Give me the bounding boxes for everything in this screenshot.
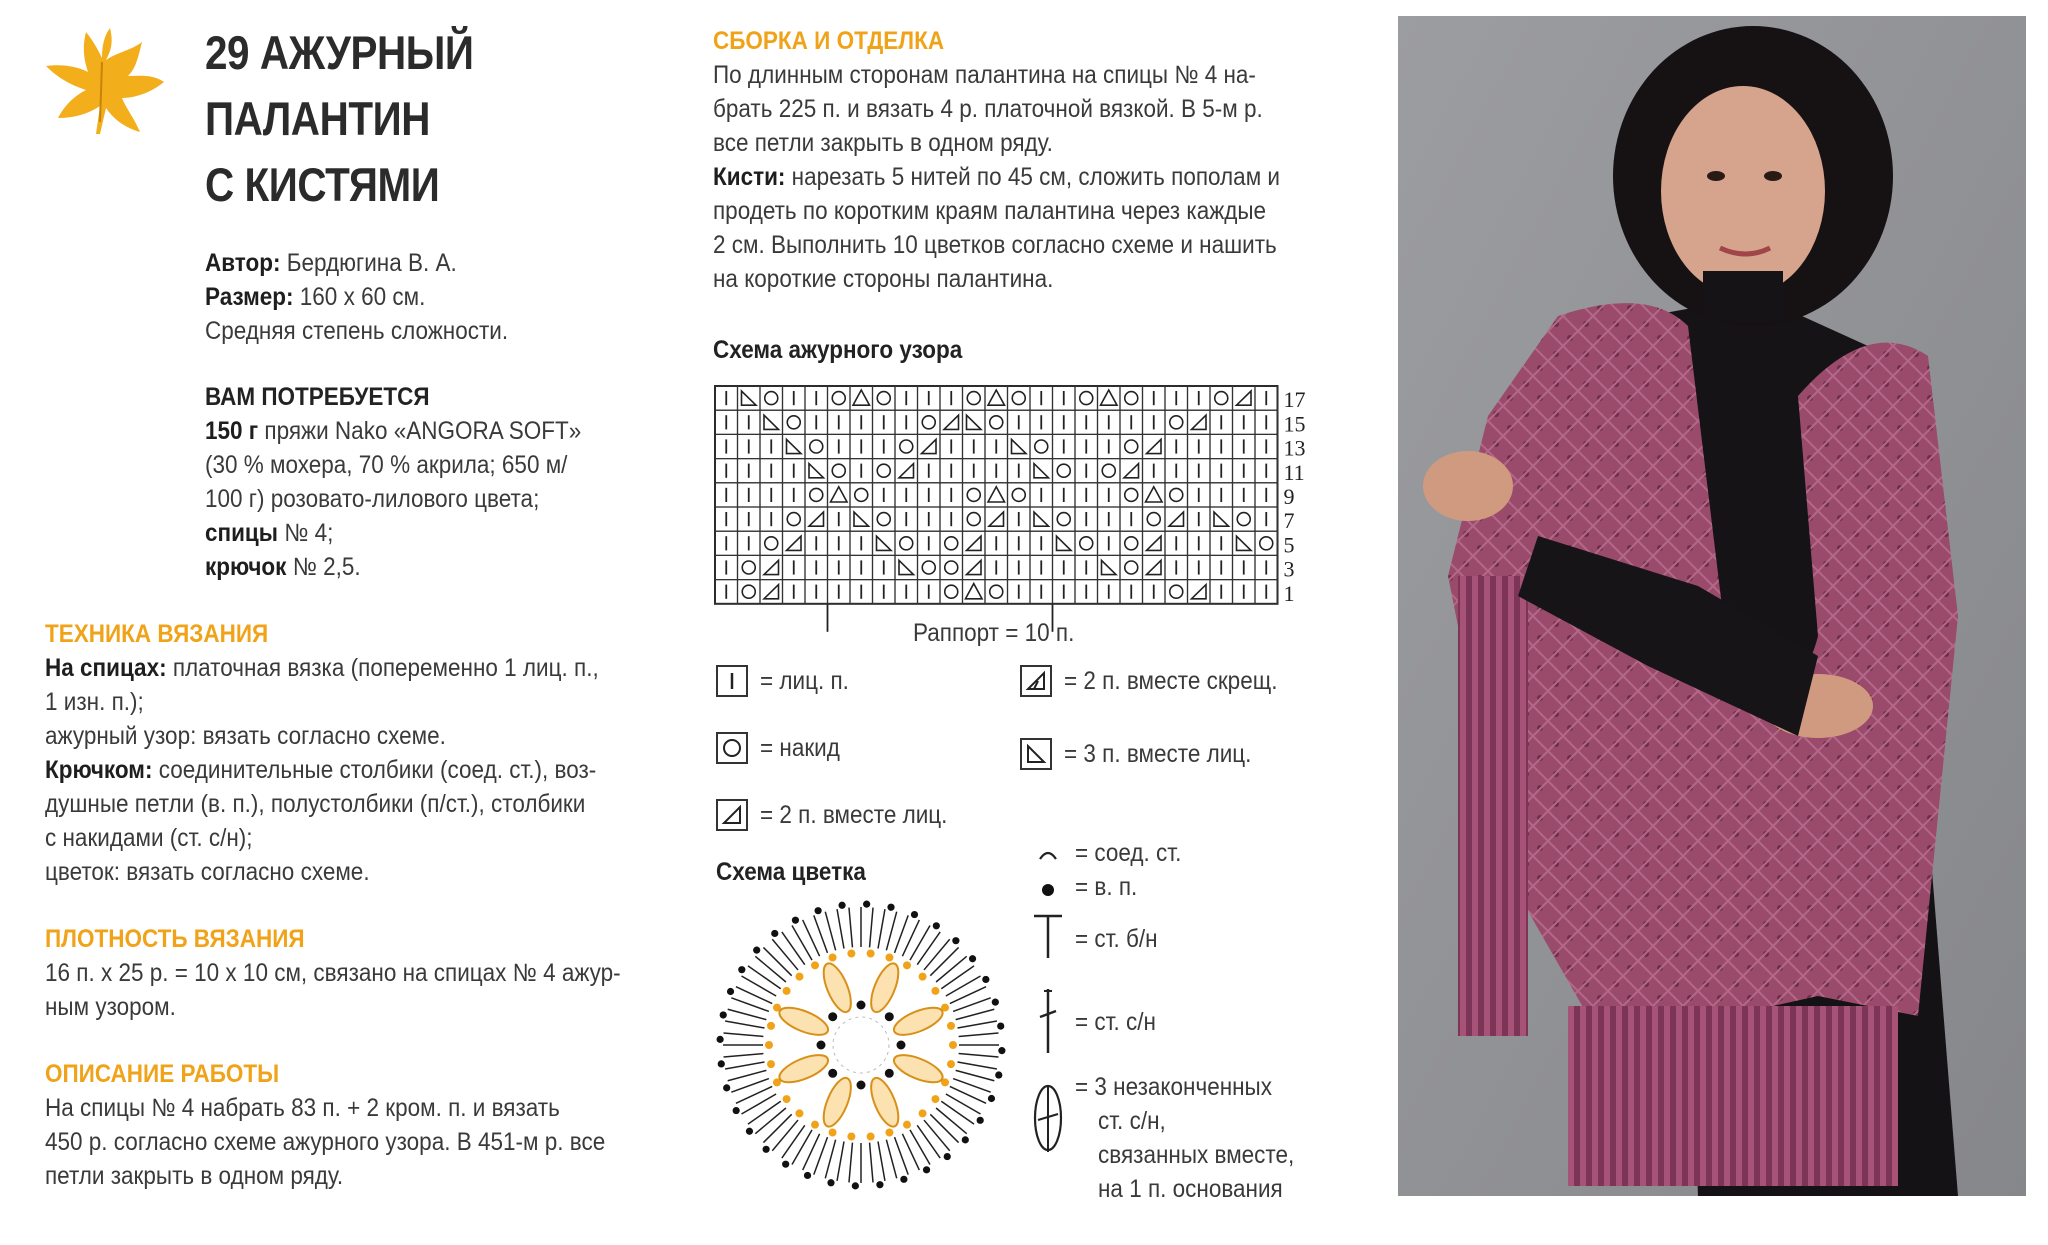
- description-line-2: 450 р. согласно схеме ажурного узора. В 451-м р. все: [45, 1128, 606, 1156]
- dc-stitch: [959, 1054, 999, 1057]
- petal-cluster: [890, 1002, 946, 1040]
- dc-stitch: [924, 939, 950, 970]
- yarn-over-icon: [716, 732, 748, 764]
- chain-dot: [827, 1179, 834, 1186]
- chain-dot: [992, 999, 999, 1006]
- title-line-3: С КИСТЯМИ: [205, 158, 440, 211]
- orange-chain-dot: [795, 973, 803, 981]
- dc-stitch: [941, 1101, 974, 1124]
- chain-dot: [863, 901, 870, 908]
- needles-value: № 4;: [284, 519, 334, 547]
- dc-stitch: [772, 1120, 798, 1151]
- dc-stitch: [878, 1142, 885, 1181]
- crochet-text: соединительные столбики (соед. ст.), воз-: [158, 756, 597, 784]
- orange-chain-dot: [903, 961, 911, 969]
- knit-label: На спицах:: [45, 654, 167, 682]
- chain-dot: [763, 1146, 770, 1153]
- technique-knit-line-1: [45, 651, 599, 685]
- size-label: Размер:: [205, 283, 294, 311]
- chain-dot-icon: [1038, 880, 1058, 900]
- dc-stitch: [956, 1009, 995, 1019]
- chain-dot: [876, 1181, 883, 1188]
- legend-knit: [716, 665, 859, 697]
- k2tog-tbl-icon: [1020, 665, 1052, 697]
- chain-dot: [718, 1060, 725, 1067]
- dc-stitch: [886, 1140, 896, 1179]
- description-line-1: На спицы № 4 набрать 83 п. + 2 кром. п. и вязать: [45, 1094, 560, 1122]
- chain-dot: [933, 922, 940, 929]
- center-chain-dot: [828, 1069, 837, 1078]
- legend-knit-label: = лиц. п.: [760, 666, 849, 695]
- k2tog-icon: [716, 799, 748, 831]
- knit-stitch-icon: [716, 665, 748, 697]
- dc-stitch: [792, 1130, 812, 1165]
- orange-chain-dot: [811, 961, 819, 969]
- row-number: 15: [1283, 411, 1306, 437]
- petal-cluster: [890, 1050, 946, 1088]
- orange-chain-dot: [947, 1060, 955, 1068]
- dc-stitch: [910, 925, 930, 960]
- legend-k2tog-tbl: [1020, 665, 1301, 697]
- dc-stitch: [849, 908, 852, 948]
- hook-label: крючок: [205, 553, 287, 581]
- chain-dot: [997, 1022, 1004, 1029]
- assembly-line-4: [713, 160, 1280, 194]
- technique-crochet-line-2: душные петли (в. п.), полустолбики (п/ст.), столбики: [45, 790, 586, 818]
- dc-stitch: [917, 932, 940, 965]
- lace-chart-heading: Схема ажурного узора: [713, 336, 963, 364]
- legend-sc-label: = ст. б/н: [1075, 925, 1158, 953]
- legend-k2tog: [716, 799, 968, 831]
- dc-stitch: [870, 1143, 873, 1183]
- orange-chain-dot: [885, 954, 893, 962]
- orange-chain-dot: [783, 1095, 791, 1103]
- dc-stitch: [837, 909, 844, 948]
- legend-cluster-line-3: связанных вместе,: [1098, 1141, 1295, 1169]
- orange-chain-dot: [829, 1128, 837, 1136]
- chain-dot: [746, 1128, 753, 1135]
- center-ring: [833, 1017, 889, 1073]
- dc-stitch: [755, 1108, 786, 1134]
- row-number: 13: [1283, 435, 1306, 461]
- chain-dot: [753, 947, 760, 954]
- assembly-line-1: По длинным сторонам палантина на спицы № 4 на-: [713, 61, 1256, 89]
- yarn-line-3: 100 г) розовато-лилового цвета;: [205, 485, 540, 513]
- orange-chain-dot: [903, 1121, 911, 1129]
- gauge-line-1: 16 п. х 25 р. = 10 х 10 см, связано на спицах № 4 ажур-: [45, 959, 621, 987]
- chain-dot: [887, 904, 894, 911]
- yarn-amount: 150 г: [205, 417, 259, 445]
- orange-chain-dot: [919, 1109, 927, 1117]
- dc-stitch: [748, 966, 781, 989]
- chain-dot: [815, 907, 822, 914]
- center-chain-dot: [885, 1012, 894, 1021]
- orange-chain-dot: [949, 1041, 957, 1049]
- cluster-icon: [1030, 1080, 1066, 1156]
- row-number: 9: [1283, 484, 1295, 509]
- size-value: 160 х 60 см.: [299, 283, 426, 311]
- dc-stitch: [792, 925, 812, 960]
- chain-dot: [911, 911, 918, 918]
- dc-stitch: [917, 1125, 940, 1158]
- center-chain-dot: [897, 1041, 906, 1050]
- chain-dot: [969, 955, 976, 962]
- petal-cluster: [866, 1074, 904, 1130]
- dc-stitch: [956, 1070, 995, 1080]
- dc-stitch: [725, 1021, 764, 1028]
- chain-dot: [995, 1071, 1002, 1078]
- size-line: [205, 280, 425, 314]
- dc-stitch: [763, 1114, 791, 1142]
- legend-k2tog-tbl-label: = 2 п. вместе скрещ.: [1064, 666, 1278, 695]
- crochet-label: Крючком:: [45, 756, 153, 784]
- title-line-2: ПАЛАНТИН: [205, 92, 430, 145]
- orange-chain-dot: [867, 950, 875, 958]
- chain-dot: [988, 1095, 995, 1102]
- yarn-line-1: [205, 414, 581, 448]
- k3tog-icon: [1020, 738, 1052, 770]
- orange-chain-dot: [947, 1022, 955, 1030]
- orange-chain-dot: [767, 1060, 775, 1068]
- row-number: 7: [1283, 508, 1295, 534]
- technique-crochet-line-4: цветок: вязать согласно схеме.: [45, 858, 370, 886]
- orange-chain-dot: [795, 1109, 803, 1117]
- assembly-line-6: 2 см. Выполнить 10 цветков согласно схеме и нашить: [713, 231, 1277, 259]
- flower-diagram: [716, 895, 1006, 1195]
- dc-stitch: [728, 1009, 767, 1019]
- slip-stitch-icon: [1035, 843, 1061, 863]
- legend-dc-label: = ст. с/н: [1075, 1008, 1156, 1036]
- dc-stitch: [936, 956, 967, 982]
- chain-dot: [977, 1117, 984, 1124]
- tassel-text: нарезать 5 нитей по 45 см, сложить пополам и: [791, 163, 1280, 191]
- flower-chart-heading: Схема цветка: [716, 858, 866, 886]
- dc-stitch: [825, 1140, 835, 1179]
- technique-heading: ТЕХНИКА ВЯЗАНИЯ: [45, 620, 269, 648]
- dc-stitch: [946, 976, 981, 996]
- chain-dot: [792, 917, 799, 924]
- description-line-3: петли закрыть в одном ряду.: [45, 1162, 344, 1190]
- legend-k2tog-label: = 2 п. вместе лиц.: [760, 800, 948, 829]
- author-value: Бердюгина В. А.: [286, 249, 457, 277]
- needles-label: спицы: [205, 519, 278, 547]
- double-crochet-icon: [1030, 985, 1066, 1057]
- materials-heading: ВАМ ПОТРЕБУЕТСЯ: [205, 383, 430, 411]
- dc-stitch: [837, 1142, 844, 1181]
- chain-dot: [923, 1166, 930, 1173]
- legend-yarn-over: [716, 732, 849, 764]
- dc-stitch: [941, 966, 974, 989]
- center-chain-dot: [817, 1041, 826, 1050]
- legend-k3tog: [1020, 738, 1272, 770]
- assembly-line-7: на короткие стороны палантина.: [713, 265, 1054, 293]
- page-title: [205, 20, 618, 218]
- difficulty-line: Средняя степень сложности.: [205, 317, 509, 345]
- hook-value: № 2,5.: [292, 553, 361, 581]
- orange-chain-dot: [847, 1132, 855, 1140]
- dc-stitch: [763, 947, 791, 975]
- dc-stitch: [825, 912, 835, 951]
- chain-dot: [998, 1047, 1005, 1054]
- petal-cluster: [776, 1050, 832, 1088]
- chain-dot: [804, 1172, 811, 1179]
- author-line: [205, 246, 457, 280]
- chain-dot: [782, 1161, 789, 1168]
- technique-knit-line-3: ажурный узор: вязать согласно схеме.: [45, 722, 446, 750]
- technique-knit-line-2: 1 изн. п.);: [45, 688, 144, 716]
- chain-dot: [944, 1153, 951, 1160]
- dc-stitch: [724, 1033, 764, 1036]
- chain-dot: [900, 1176, 907, 1183]
- orange-chain-dot: [783, 987, 791, 995]
- chain-dot: [723, 1084, 730, 1091]
- row-number: 11: [1283, 459, 1305, 485]
- yarn-line-2: (30 % мохера, 70 % акрила; 650 м/: [205, 451, 568, 479]
- dc-stitch: [782, 932, 805, 965]
- tassel-label: Кисти:: [713, 163, 786, 191]
- petal-cluster: [818, 960, 856, 1016]
- dc-stitch: [936, 1108, 967, 1134]
- chain-dot: [852, 1182, 859, 1189]
- petal-cluster: [866, 960, 904, 1016]
- legend-cluster-line-4: на 1 п. основания: [1098, 1175, 1283, 1203]
- knit-text: платочная вязка (попеременно 1 лиц. п.,: [172, 654, 599, 682]
- chain-dot: [720, 1011, 727, 1018]
- lace-chart: [713, 384, 1306, 646]
- dc-stitch: [741, 976, 776, 996]
- dc-stitch: [741, 1094, 776, 1114]
- dc-stitch: [724, 1054, 764, 1057]
- model-photo: [1398, 16, 2026, 1196]
- description-heading: ОПИСАНИЕ РАБОТЫ: [45, 1060, 280, 1088]
- legend-k3tog-label: = 3 п. вместе лиц.: [1064, 739, 1252, 768]
- dc-stitch: [910, 1130, 930, 1165]
- gauge-line-2: ным узором.: [45, 993, 176, 1021]
- legend-cluster-line-2: ст. с/н,: [1098, 1107, 1166, 1135]
- repeat-label: Раппорт = 10 п.: [913, 619, 1075, 647]
- needles-line: [205, 516, 333, 550]
- legend-yarn-over-label: = накид: [760, 733, 840, 762]
- orange-chain-dot: [931, 987, 939, 995]
- orange-chain-dot: [767, 1022, 775, 1030]
- orange-chain-dot: [919, 973, 927, 981]
- chain-dot: [738, 966, 745, 973]
- maple-leaf-icon: [40, 22, 168, 140]
- orange-chain-dot: [811, 1121, 819, 1129]
- author-label: Автор:: [205, 249, 281, 277]
- chain-dot: [717, 1036, 724, 1043]
- technique-crochet-line-3: с накидами (ст. с/н);: [45, 824, 253, 852]
- row-number: 5: [1283, 532, 1295, 558]
- orange-chain-dot: [931, 1095, 939, 1103]
- assembly-line-5: продеть по коротким краям палантина через каждые: [713, 197, 1267, 225]
- dc-stitch: [930, 947, 958, 975]
- dc-stitch: [930, 1114, 958, 1142]
- title-line-1: 29 АЖУРНЫЙ: [205, 26, 474, 79]
- center-chain-dot: [857, 1001, 866, 1010]
- orange-chain-dot: [847, 950, 855, 958]
- dc-stitch: [782, 1125, 805, 1158]
- dc-stitch: [958, 1021, 997, 1028]
- chain-dot: [962, 1136, 969, 1143]
- assembly-line-2: брать 225 п. и вязать 4 р. платочной вязкой. В 5-м р.: [713, 95, 1263, 123]
- petal-cluster: [818, 1074, 856, 1130]
- orange-chain-dot: [867, 1132, 875, 1140]
- assembly-heading: СБОРКА И ОТДЕЛКА: [713, 27, 945, 55]
- legend-chain-label: = в. п.: [1075, 873, 1138, 901]
- center-chain-dot: [828, 1012, 837, 1021]
- chain-dot: [838, 902, 845, 909]
- dc-stitch: [958, 1062, 997, 1069]
- single-crochet-icon: [1030, 912, 1066, 962]
- dc-stitch: [959, 1033, 999, 1036]
- dc-stitch: [886, 912, 896, 951]
- dc-stitch: [946, 1094, 981, 1114]
- chain-dot: [771, 930, 778, 937]
- assembly-line-3: все петли закрыть в одном ряду.: [713, 129, 1053, 157]
- legend-cluster-line-1: = 3 незаконченных: [1075, 1073, 1272, 1101]
- dc-stitch: [878, 909, 885, 948]
- dc-stitch: [728, 1070, 767, 1080]
- dc-stitch: [849, 1143, 852, 1183]
- dc-stitch: [772, 939, 798, 970]
- orange-chain-dot: [765, 1041, 773, 1049]
- center-chain-dot: [885, 1069, 894, 1078]
- gauge-heading: ПЛОТНОСТЬ ВЯЗАНИЯ: [45, 925, 305, 953]
- dc-stitch: [924, 1120, 950, 1151]
- orange-chain-dot: [885, 1128, 893, 1136]
- chain-dot: [982, 976, 989, 983]
- dc-stitch: [755, 956, 786, 982]
- dc-stitch: [870, 908, 873, 948]
- chain-dot: [727, 988, 734, 995]
- chain-dot: [952, 937, 959, 944]
- row-number: 3: [1283, 556, 1295, 582]
- orange-chain-dot: [829, 954, 837, 962]
- hook-line: [205, 550, 361, 584]
- yarn-name: пряжи Nako «ANGORA SOFT»: [264, 417, 582, 445]
- chain-dot: [733, 1107, 740, 1114]
- row-number: 17: [1283, 387, 1306, 413]
- technique-crochet-line-1: [45, 753, 596, 787]
- legend-slip-stitch-label: = соед. ст.: [1075, 839, 1182, 867]
- center-chain-dot: [857, 1081, 866, 1090]
- row-number: 1: [1283, 580, 1295, 606]
- dc-stitch: [748, 1101, 781, 1124]
- petal-cluster: [776, 1002, 832, 1040]
- dc-stitch: [725, 1062, 764, 1069]
